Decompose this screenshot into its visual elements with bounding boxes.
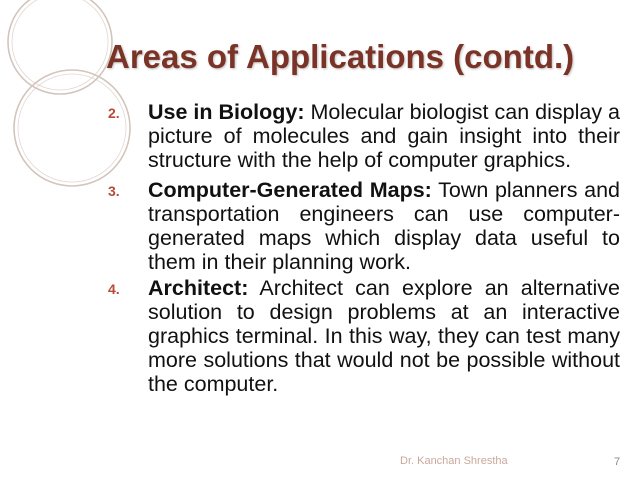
list-number: 3. [108, 183, 120, 199]
list-item-text [148, 178, 620, 274]
list-item-architect [108, 276, 620, 396]
list-number: 4. [108, 281, 120, 297]
slide-title: Areas of Applications (contd.) [106, 38, 575, 75]
list-number: 2. [108, 105, 120, 121]
item-heading: Use in Biology: [148, 100, 305, 124]
list-item-text [148, 276, 620, 396]
item-heading: Architect: [148, 276, 249, 300]
item-heading: Computer-Generated Maps: [148, 178, 432, 202]
list-item-text [148, 100, 620, 172]
item-description: Architect can explore an alternative solution to design problems at an interactive graphics terminal. In this way, they can test many more solutions that would not be possible without the computer. [148, 276, 620, 396]
list-item-maps [108, 178, 620, 274]
page-number: 7 [614, 456, 621, 468]
item-description: Molecular biologist can display a picture of molecules and gain insight into their structure with the help of computer graphics. [148, 100, 621, 172]
footer-author: Dr. Kanchan Shrestha [400, 455, 508, 467]
list-item-biology [108, 100, 620, 172]
application-list [108, 100, 620, 396]
item-description: Town planners and transportation engineers can use computer-generated maps which display data useful to them in their planning work. [148, 178, 620, 274]
